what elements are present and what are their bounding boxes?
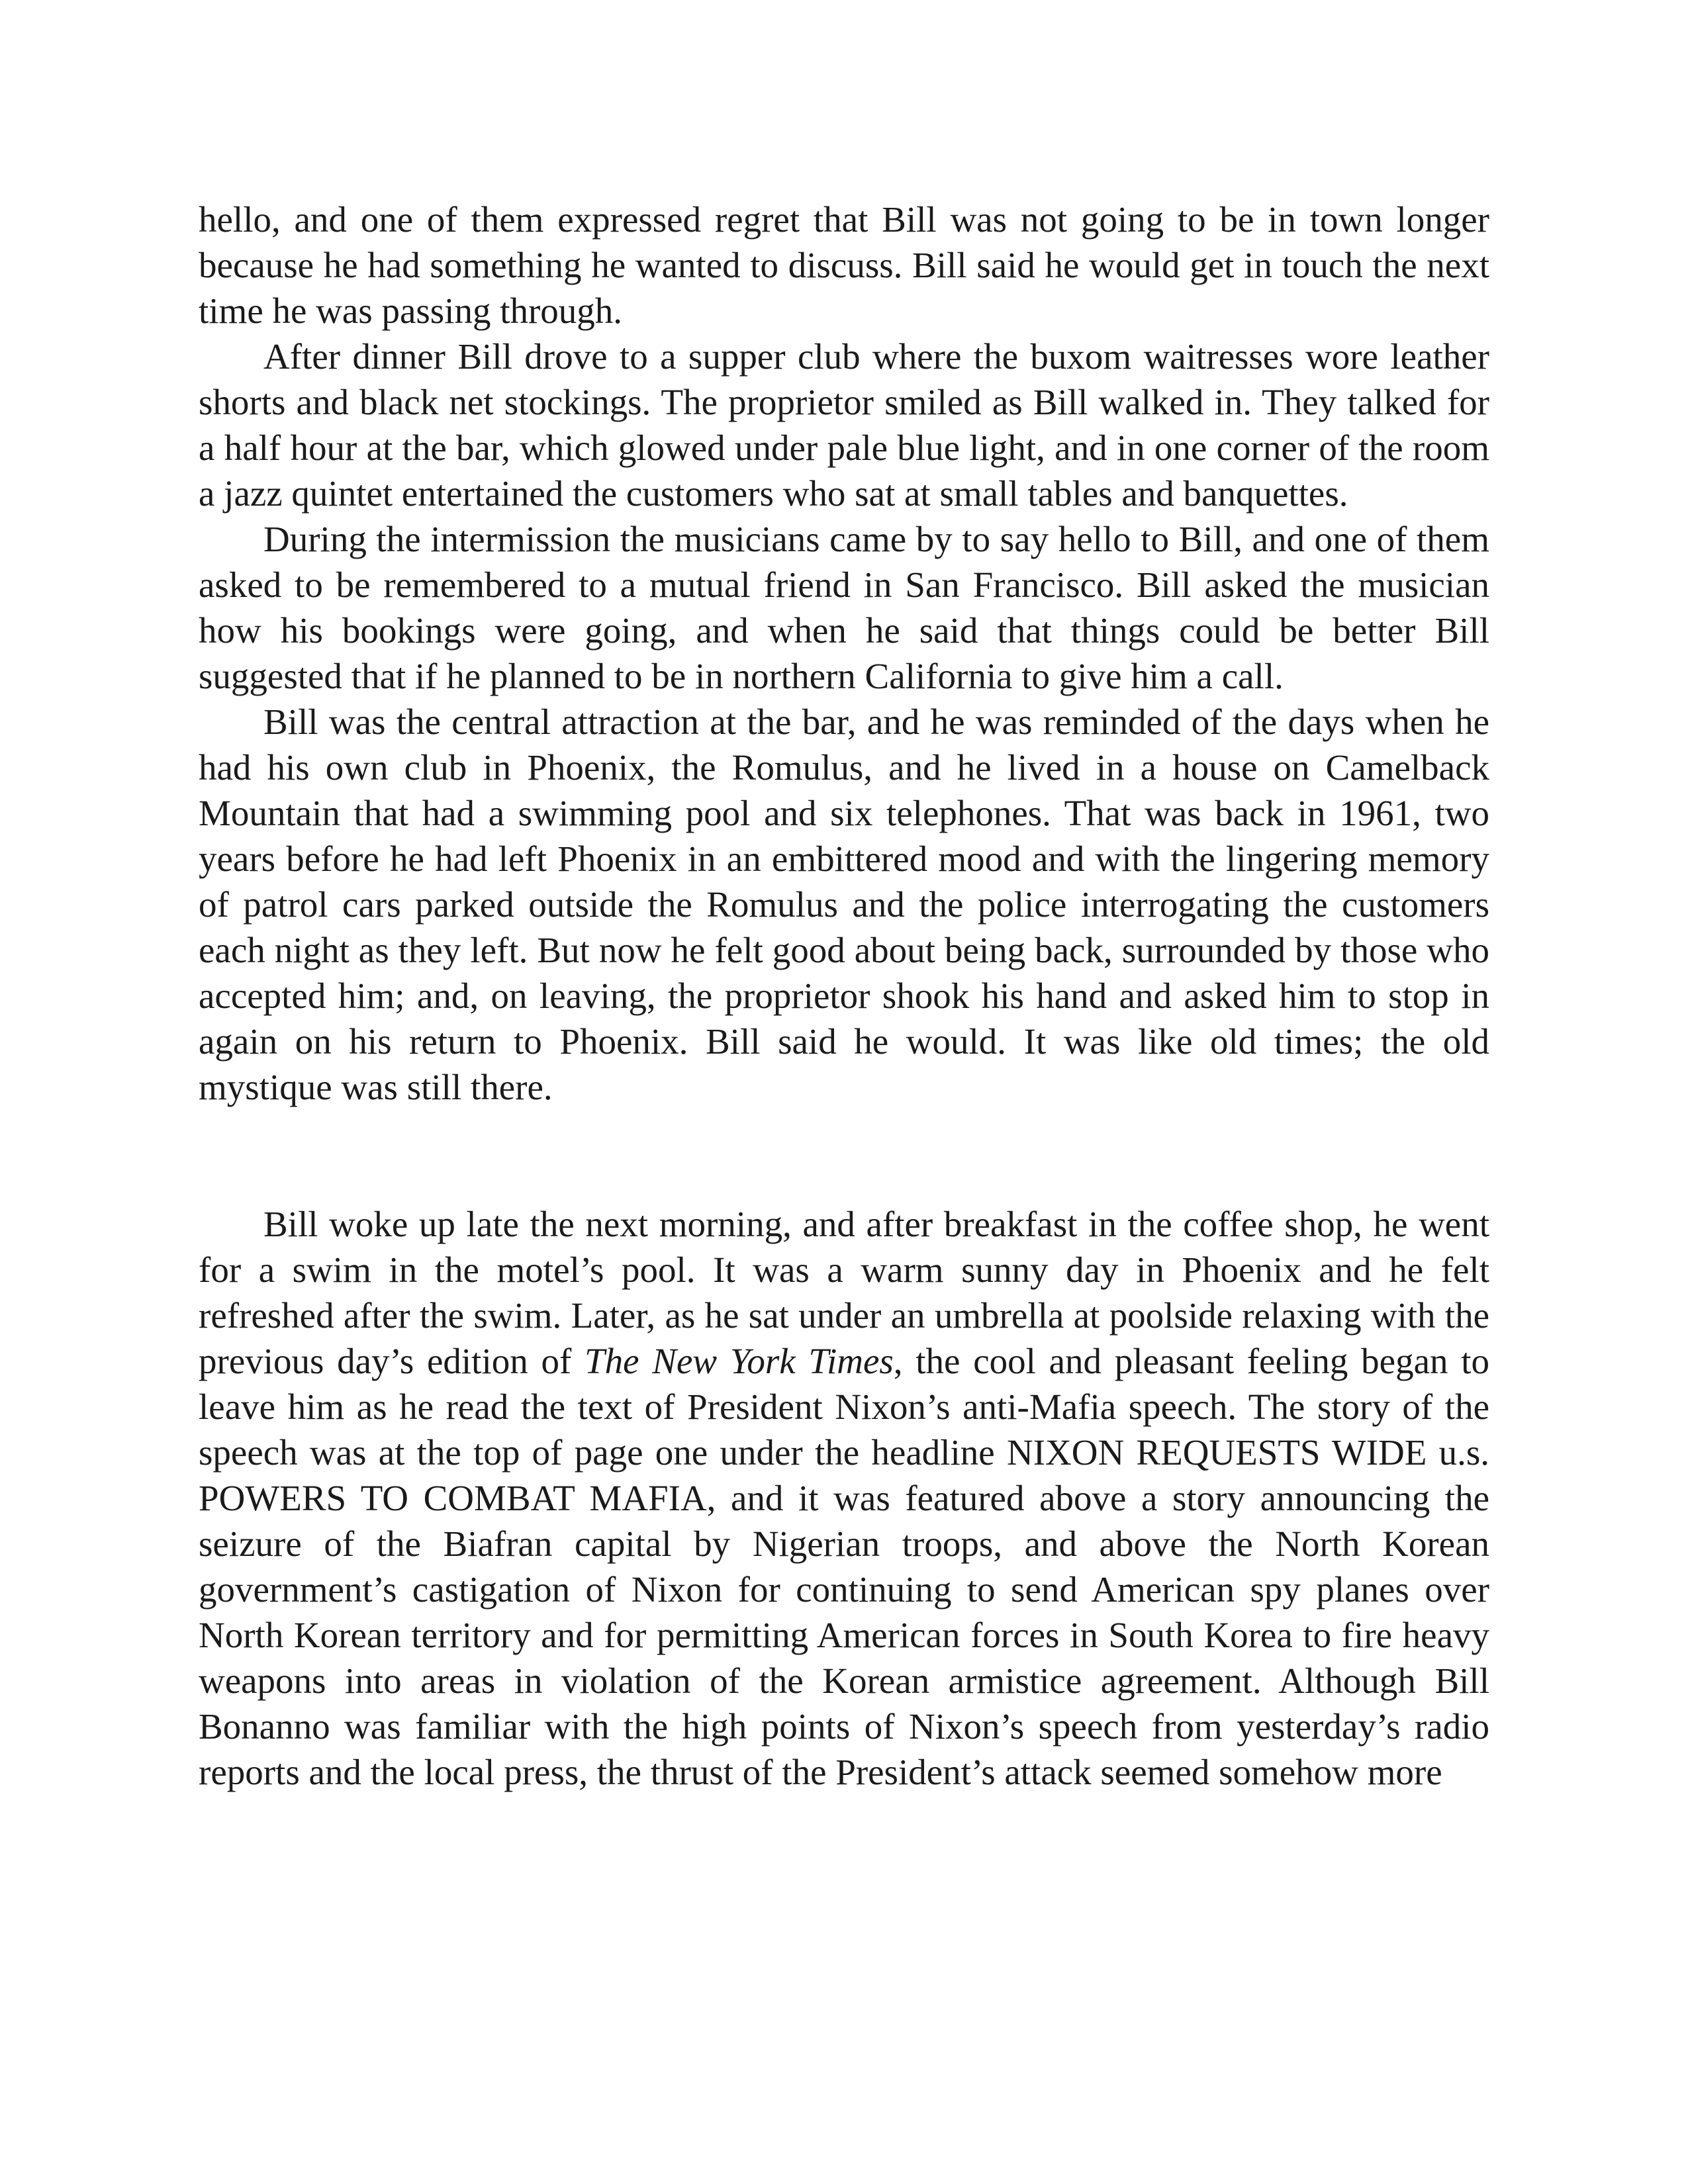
paragraph-central-attraction: Bill was the central attraction at the bar, and he was reminded of the days when he had his own club in Phoenix, the Romulus, and he lived in a house on Camelback Mountain that had a swimming pool and six telephones. That was back in 1961, two years before he had left Phoenix in an embittered mood and with the lingering memory of patrol cars parked outside the Romulus and the police interrogating the customers each night as they left. But now he felt good about being back, surrounded by those who accepted him; and, on leaving, the proprietor shook his hand and asked him to stop in again on his return to Phoenix. Bill said he would. It was like old times; the old mystique was still there. — [199, 702, 1489, 1107]
paragraph-continued: hello, and one of them expressed regret that Bill was not going to be in town longer because he had something he wanted to discuss. Bill said he would get in touch the next time he was passing through. — [199, 199, 1489, 331]
newspaper-title: The New York Times — [585, 1341, 894, 1381]
document-page — [199, 197, 1489, 1795]
paragraph-supper-club: After dinner Bill drove to a supper club where the buxom waitresses wore leather shorts and black net stockings. The proprietor smiled as Bill walked in. They talked for a half hour at the bar, which glowed under pale blue light, and in one corner of the room a jazz quintet entertained the customers who sat at small tables and banquettes. — [199, 336, 1489, 514]
paragraph-text-after-italic: , the cool and pleasant feeling began to leave him as he read the text of President Nixon’s anti-Mafia speech. The story of the speech was at the top of page one under the headline NIXON REQUESTS WIDE u.s. POWERS TO COMBAT MAFIA, and it was featured above a story announcing the seizure of the Biafran capital by Nigerian troops, and above the North Korean government’s castigation of Nixon for continuing to send American spy planes over North Korean territory and for permitting American forces in South Korea to fire heavy weapons into areas in violation of the Korean armistice agreement. Although Bill Bonanno was familiar with the high points of Nixon’s speech from yesterday’s radio reports and the local press, the thrust of the President’s attack seemed somehow more — [199, 1341, 1490, 1792]
paragraph-text-before-italic: Bill woke up late the next morning, and after breakfast in the coffee shop, he went for a swim in the motel’s pool. It was a warm sunny day in Phoenix and he felt refreshed after the swim. Later, as he sat under an umbrella at poolside relaxing with the previous day’s edition of — [199, 1204, 1489, 1381]
paragraph-next-morning — [199, 1201, 1489, 1795]
paragraph-intermission: During the intermission the musicians came by to say hello to Bill, and one of them asked to be remembered to a mutual friend in San Francisco. Bill asked the musician how his bookings were going, and when he said that things could be better Bill suggested that if he planned to be in northern California to give him a call. — [199, 519, 1489, 696]
